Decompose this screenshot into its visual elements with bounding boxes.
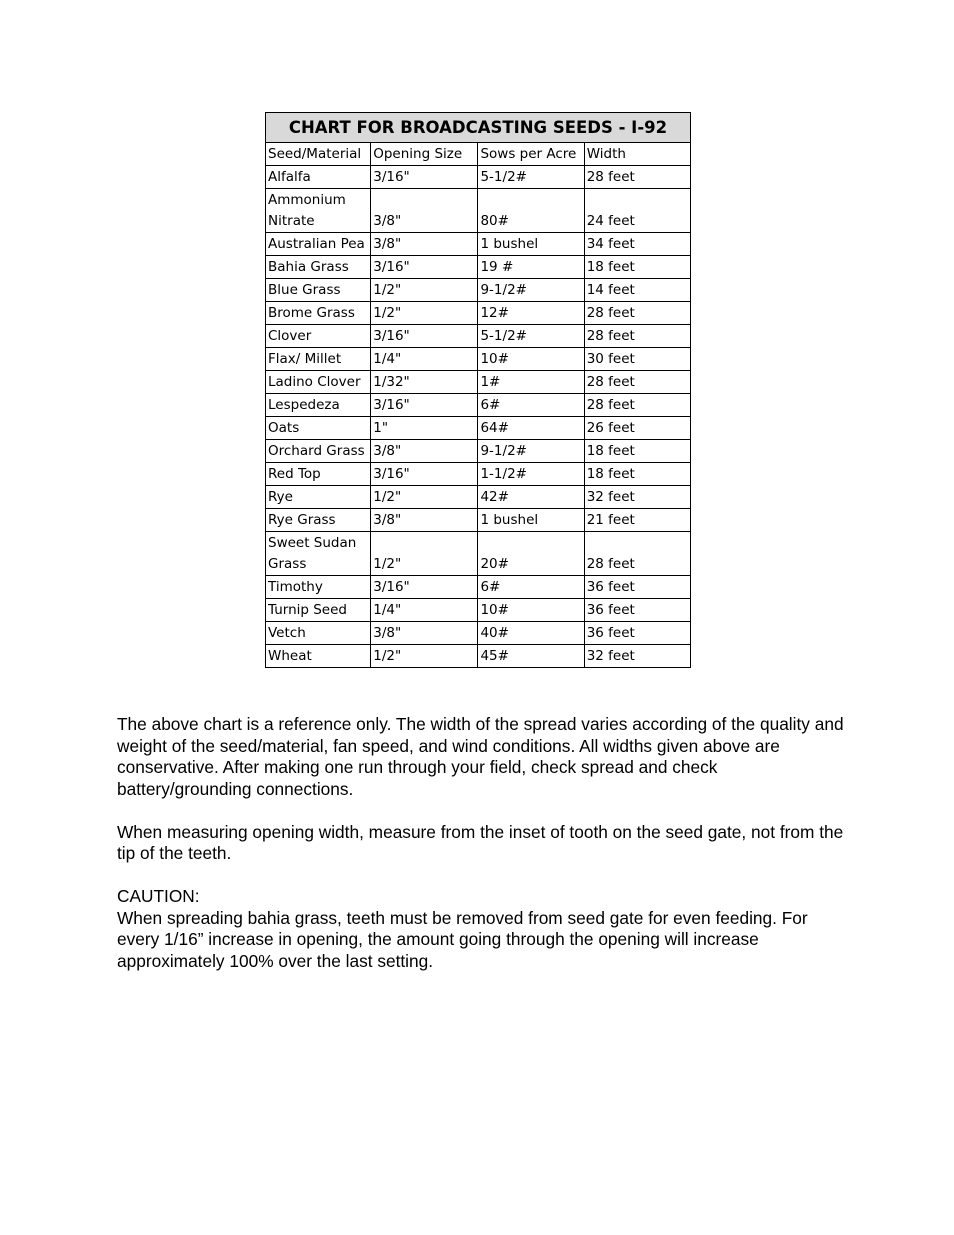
seed-name-cell: Bahia Grass: [266, 256, 371, 279]
table-row: [266, 486, 691, 509]
table-row: [266, 189, 691, 233]
width-cell: 36 feet: [584, 576, 690, 599]
opening-size-cell: 1": [371, 417, 478, 440]
sows-per-acre-cell: 10#: [478, 599, 584, 622]
width-cell: 28 feet: [584, 371, 690, 394]
seed-name-cell: Australian Pea: [266, 233, 371, 256]
opening-size-cell: 3/8": [371, 509, 478, 532]
notes-section: [117, 714, 847, 994]
sows-per-acre-cell: 42#: [478, 486, 584, 509]
sows-per-acre-cell: 9-1/2#: [478, 279, 584, 302]
column-header-seed: Seed/Material: [266, 143, 371, 166]
table-row: [266, 599, 691, 622]
width-cell: 32 feet: [584, 645, 690, 668]
sows-per-acre-cell: 45#: [478, 645, 584, 668]
column-header-opening: Opening Size: [371, 143, 478, 166]
table-row: [266, 576, 691, 599]
opening-size-cell: 3/16": [371, 576, 478, 599]
table-row: [266, 325, 691, 348]
seed-name-cell: Red Top: [266, 463, 371, 486]
sows-per-acre-cell: 80#: [478, 189, 584, 233]
seed-name-cell: Alfalfa: [266, 166, 371, 189]
table-row: [266, 417, 691, 440]
width-cell: 14 feet: [584, 279, 690, 302]
seed-name-cell: Timothy: [266, 576, 371, 599]
width-cell: 26 feet: [584, 417, 690, 440]
table-row: [266, 622, 691, 645]
seed-table: [265, 112, 691, 668]
seed-name-cell: Turnip Seed: [266, 599, 371, 622]
opening-size-cell: 1/32": [371, 371, 478, 394]
reference-note: The above chart is a reference only. The width of the spread varies according of the quality and weight of the seed/material, fan speed, and wind conditions. All widths given above are conservative. After making one run through your field, check spread and check battery/grounding connections.: [117, 714, 844, 799]
table-body: [266, 166, 691, 668]
sows-per-acre-cell: 64#: [478, 417, 584, 440]
width-cell: 18 feet: [584, 463, 690, 486]
seed-name-cell: Blue Grass: [266, 279, 371, 302]
seed-name-cell: Clover: [266, 325, 371, 348]
sows-per-acre-cell: 5-1/2#: [478, 325, 584, 348]
opening-size-cell: 1/2": [371, 279, 478, 302]
caution-heading: CAUTION:: [117, 886, 200, 906]
column-header-width: Width: [584, 143, 690, 166]
opening-size-cell: 1/4": [371, 599, 478, 622]
header-row: [266, 143, 691, 166]
width-cell: 32 feet: [584, 486, 690, 509]
seed-name-cell: Lespedeza: [266, 394, 371, 417]
seed-name-cell: Ammonium Nitrate: [266, 189, 371, 233]
width-cell: 36 feet: [584, 622, 690, 645]
sows-per-acre-cell: 19 #: [478, 256, 584, 279]
opening-size-cell: 1/2": [371, 486, 478, 509]
opening-size-cell: 3/8": [371, 233, 478, 256]
width-cell: 28 feet: [584, 166, 690, 189]
width-cell: 28 feet: [584, 394, 690, 417]
chart-title: CHART FOR BROADCASTING SEEDS - I-92: [266, 113, 691, 143]
sows-per-acre-cell: 12#: [478, 302, 584, 325]
seed-name-cell: Ladino Clover: [266, 371, 371, 394]
width-cell: 24 feet: [584, 189, 690, 233]
seed-name-cell: Flax/ Millet: [266, 348, 371, 371]
sows-per-acre-cell: 10#: [478, 348, 584, 371]
opening-size-cell: 1/2": [371, 302, 478, 325]
caution-text: When spreading bahia grass, teeth must be removed from seed gate for even feeding. For every 1/16” increase in opening, the amount going through the opening will increase approximately 100% over the last setting.: [117, 907, 808, 971]
table-row: [266, 440, 691, 463]
opening-size-cell: 3/8": [371, 440, 478, 463]
seed-name-cell: Sweet Sudan Grass: [266, 532, 371, 576]
table-row: [266, 233, 691, 256]
sows-per-acre-cell: 9-1/2#: [478, 440, 584, 463]
seed-name-cell: Vetch: [266, 622, 371, 645]
table-row: [266, 645, 691, 668]
table-row: [266, 302, 691, 325]
opening-size-cell: 3/16": [371, 256, 478, 279]
seed-name-cell: Brome Grass: [266, 302, 371, 325]
width-cell: 34 feet: [584, 233, 690, 256]
width-cell: 28 feet: [584, 302, 690, 325]
table-row: [266, 348, 691, 371]
table-row: [266, 532, 691, 576]
table-row: [266, 166, 691, 189]
width-cell: 18 feet: [584, 440, 690, 463]
width-cell: 36 feet: [584, 599, 690, 622]
sows-per-acre-cell: 1 bushel: [478, 509, 584, 532]
seed-name-cell: Rye: [266, 486, 371, 509]
seed-name-cell: Orchard Grass: [266, 440, 371, 463]
opening-size-cell: 3/16": [371, 166, 478, 189]
seed-name-cell: Rye Grass: [266, 509, 371, 532]
opening-size-cell: 3/16": [371, 325, 478, 348]
table-row: [266, 279, 691, 302]
seed-chart: [265, 112, 691, 668]
opening-size-cell: 3/8": [371, 189, 478, 233]
seed-name-cell: Oats: [266, 417, 371, 440]
table-row: [266, 394, 691, 417]
width-cell: 28 feet: [584, 325, 690, 348]
column-header-sows: Sows per Acre: [478, 143, 584, 166]
sows-per-acre-cell: 1-1/2#: [478, 463, 584, 486]
sows-per-acre-cell: 1 bushel: [478, 233, 584, 256]
opening-size-cell: 3/16": [371, 463, 478, 486]
sows-per-acre-cell: 6#: [478, 576, 584, 599]
table-row: [266, 463, 691, 486]
seed-name-cell: Wheat: [266, 645, 371, 668]
opening-size-cell: 1/4": [371, 348, 478, 371]
sows-per-acre-cell: 5-1/2#: [478, 166, 584, 189]
sows-per-acre-cell: 20#: [478, 532, 584, 576]
table-row: [266, 371, 691, 394]
width-cell: 18 feet: [584, 256, 690, 279]
width-cell: 21 feet: [584, 509, 690, 532]
opening-size-cell: 1/2": [371, 532, 478, 576]
table-row: [266, 509, 691, 532]
width-cell: 28 feet: [584, 532, 690, 576]
table-row: [266, 256, 691, 279]
width-cell: 30 feet: [584, 348, 690, 371]
opening-size-cell: 1/2": [371, 645, 478, 668]
sows-per-acre-cell: 6#: [478, 394, 584, 417]
opening-size-cell: 3/8": [371, 622, 478, 645]
sows-per-acre-cell: 1#: [478, 371, 584, 394]
measuring-note: When measuring opening width, measure from the inset of tooth on the seed gate, not from the tip of the teeth.: [117, 821, 844, 863]
sows-per-acre-cell: 40#: [478, 622, 584, 645]
opening-size-cell: 3/16": [371, 394, 478, 417]
